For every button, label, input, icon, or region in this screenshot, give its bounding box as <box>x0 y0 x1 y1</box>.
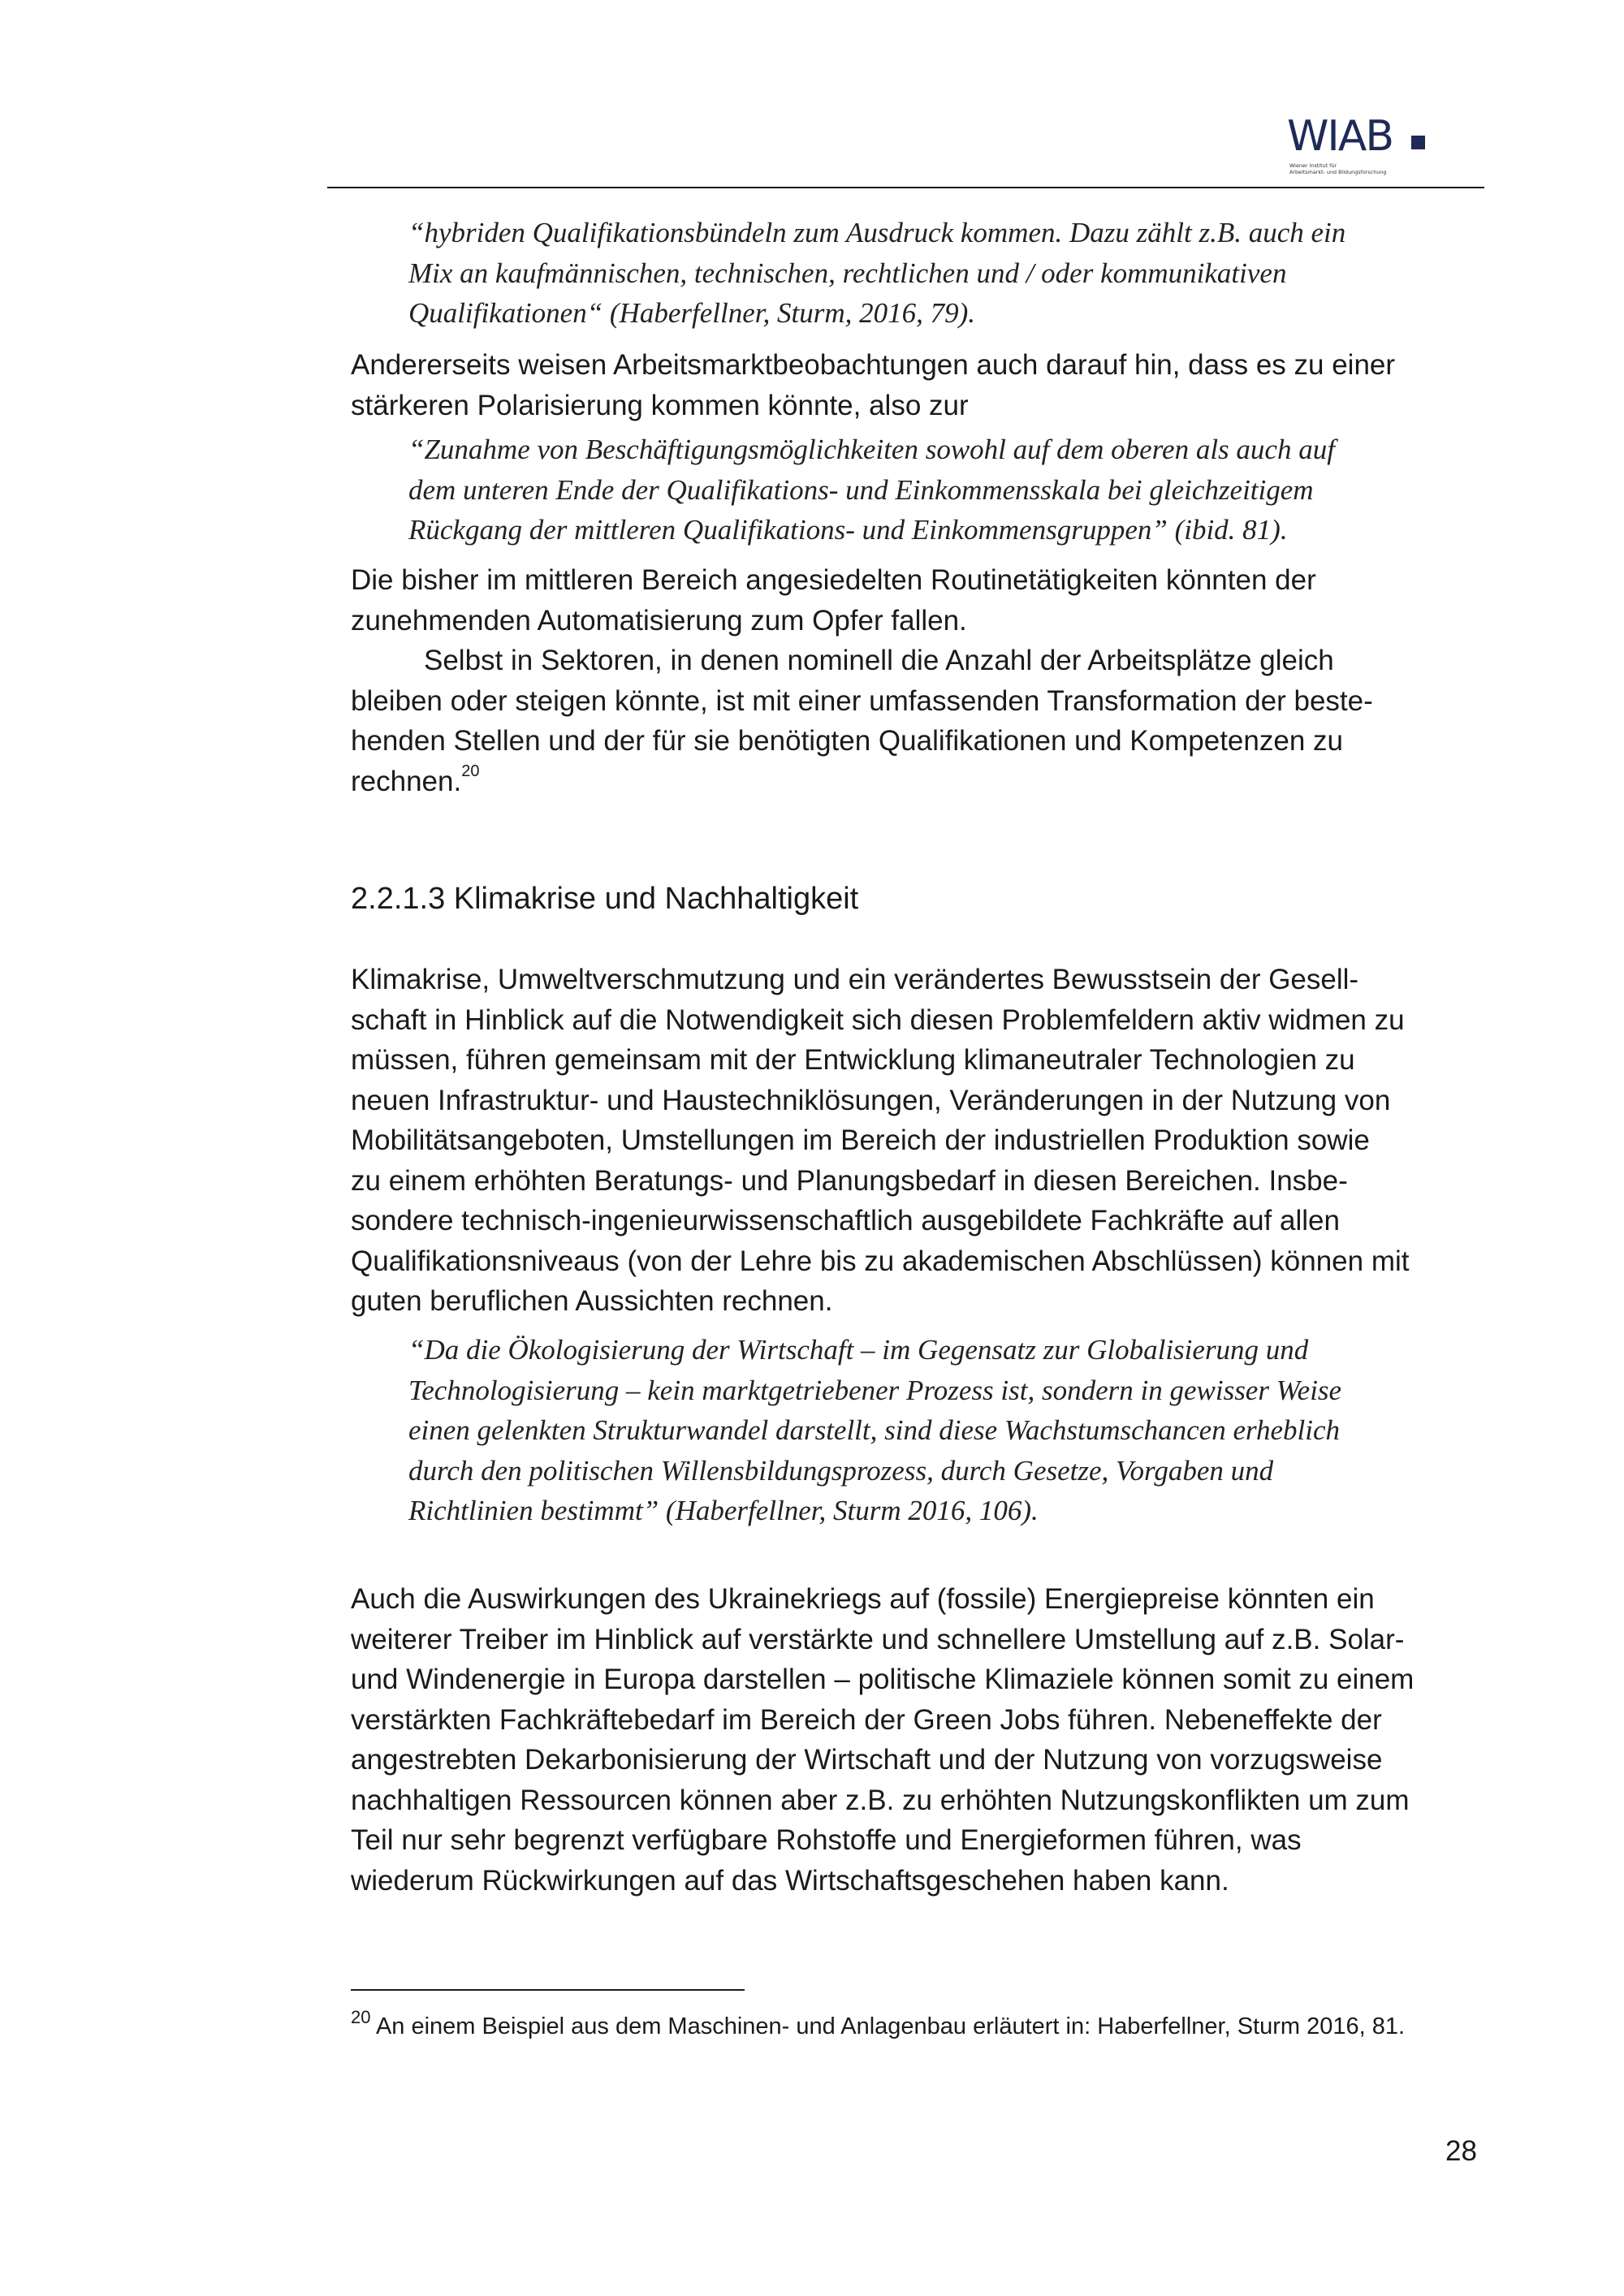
text-line: müssen, führen gemeinsam mit der Entwicklung klimaneutraler Technologien zu <box>351 1044 1355 1076</box>
text-line: zu einem erhöhten Beratungs- und Planungsbedarf in diesen Bereichen. Insbe- <box>351 1164 1348 1197</box>
text-line: Teil nur sehr begrenzt verfügbare Rohstoffe und Energieformen führen, was <box>351 1824 1302 1856</box>
text-line: wiederum Rückwirkungen auf das Wirtschaftsgeschehen haben kann. <box>351 1864 1229 1897</box>
text-line: Die bisher im mittleren Bereich angesiedelten Routinetätigkeiten könnten der <box>351 564 1316 596</box>
text-line: Andererseits weisen Arbeitsmarktbeobachtungen auch darauf hin, dass es zu einer <box>351 349 1396 381</box>
section-heading: 2.2.1.3 Klimakrise und Nachhaltigkeit <box>351 882 859 916</box>
footnote-separator <box>351 1989 745 1991</box>
text-line: stärkeren Polarisierung kommen könnte, also zur <box>351 389 969 421</box>
block-quote-3 <box>0 1330 1624 1531</box>
text-line: Mobilitätsangeboten, Umstellungen im Bereich der industriellen Produktion sowie <box>351 1124 1370 1156</box>
quote-line: durch den politischen Willensbildungsprozess, durch Gesetze, Vorgaben und <box>408 1454 1274 1487</box>
page-number: 28 <box>1445 2135 1477 2167</box>
quote-line: “Da die Ökologisierung der Wirtschaft – im Gegensatz zur Globalisierung und <box>408 1334 1309 1366</box>
quote-line: dem unteren Ende der Qualifikations- und Einkommensskala bei gleichzeitigem <box>408 473 1314 506</box>
quote-line: Technologisierung – kein marktgetriebener Prozess ist, sondern in gewisser Weise <box>408 1374 1342 1406</box>
logo-subtitle-line-2: Arbeitsmarkt- und Bildungsforschung <box>1289 169 1387 175</box>
quote-line: “Zunahme von Beschäftigungsmöglichkeiten sowohl auf dem oberen als auch auf <box>408 434 1335 465</box>
text-line: Auch die Auswirkungen des Ukrainekriegs auf (fossile) Energiepreise könnten ein <box>351 1583 1375 1615</box>
quote-line: Rückgang der mittleren Qualifikations- und Einkommensgruppen” (ibid. 81). <box>408 514 1288 546</box>
paragraph-5 <box>0 1579 1624 1901</box>
footnote-reference[interactable]: 20 <box>461 762 480 780</box>
text-line: Klimakrise, Umweltverschmutzung und ein verändertes Bewusstsein der Gesell- <box>351 964 1359 995</box>
text-line: sondere technisch-ingenieurwissenschaftlich ausgebildete Fachkräfte auf allen <box>351 1205 1340 1236</box>
text-line: angestrebten Dekarbonisierung der Wirtschaft und der Nutzung von vorzugsweise <box>351 1744 1383 1776</box>
paragraph-4 <box>0 960 1624 1322</box>
text-line: und Windenergie in Europa darstellen – politische Klimaziele können somit zu einem <box>351 1664 1415 1695</box>
quote-line: Qualifikationen“ (Haberfellner, Sturm, 2016, 79). <box>408 297 976 329</box>
text-line: Qualifikationsniveaus (von der Lehre bis zu akademischen Abschlüssen) können mit <box>351 1245 1410 1277</box>
text-line: weiterer Treiber im Hinblick auf verstärkte und schnellere Umstellung auf z.B. Solar- <box>351 1623 1405 1655</box>
paragraph-2 <box>0 560 1624 801</box>
text-line: henden Stellen und der für sie benötigten Qualifikationen und Kompetenzen zu <box>351 725 1343 757</box>
wiab-logo <box>1287 112 1433 177</box>
logo-subtitle <box>1289 162 1386 175</box>
header-rule <box>327 187 1484 188</box>
text-line: zunehmenden Automatisierung zum Opfer fallen. <box>351 604 967 637</box>
logo-wordmark: WIAB <box>1287 112 1393 161</box>
text-line: bleiben oder steigen könnte, ist mit einer umfassenden Transformation der beste- <box>351 684 1373 717</box>
block-quote-1 <box>0 213 1624 334</box>
text-line-with-footnote <box>351 762 1624 802</box>
text-line: neuen Infrastruktur- und Haustechniklösungen, Veränderungen in der Nutzung von <box>351 1084 1391 1116</box>
quote-line: einen gelenkten Strukturwandel darstellt, sind diese Wachstumschancen erheblich <box>408 1414 1341 1446</box>
paragraph-1 <box>0 345 1624 425</box>
quote-line: Mix an kaufmännischen, technischen, rechtlichen und / oder kommunikativen <box>408 257 1287 289</box>
logo-subtitle-line-1: Wiener Institut für <box>1289 162 1337 169</box>
quote-line: “hybriden Qualifikationsbündeln zum Ausdruck kommen. Dazu zählt z.B. auch ein <box>408 217 1346 248</box>
text-line: guten beruflichen Aussichten rechnen. <box>351 1285 833 1317</box>
text-line: verstärkten Fachkräftebedarf im Bereich der Green Jobs führen. Nebeneffekte der <box>351 1703 1382 1736</box>
footnote-text: An einem Beispiel aus dem Maschinen- und Anlagenbau erläutert in: Haberfellner, Sturm 2016, 81. <box>375 2013 1406 2039</box>
text-fragment: rechnen. <box>351 765 462 797</box>
footnote <box>351 2006 1406 2043</box>
text-line: schaft in Hinblick auf die Notwendigkeit sich diesen Problemfeldern aktiv widmen zu <box>351 1003 1405 1036</box>
logo-square-mark <box>1411 136 1425 149</box>
footnote-number: 20 <box>351 2006 371 2027</box>
block-quote-2 <box>0 429 1624 550</box>
text-line: Selbst in Sektoren, in denen nominell die Anzahl der Arbeitsplätze gleich <box>424 645 1334 676</box>
quote-line: Richtlinien bestimmt” (Haberfellner, Sturm 2016, 106). <box>408 1495 1039 1526</box>
text-line: nachhaltigen Ressourcen können aber z.B. zu erhöhten Nutzungskonflikten um zum <box>351 1784 1410 1816</box>
